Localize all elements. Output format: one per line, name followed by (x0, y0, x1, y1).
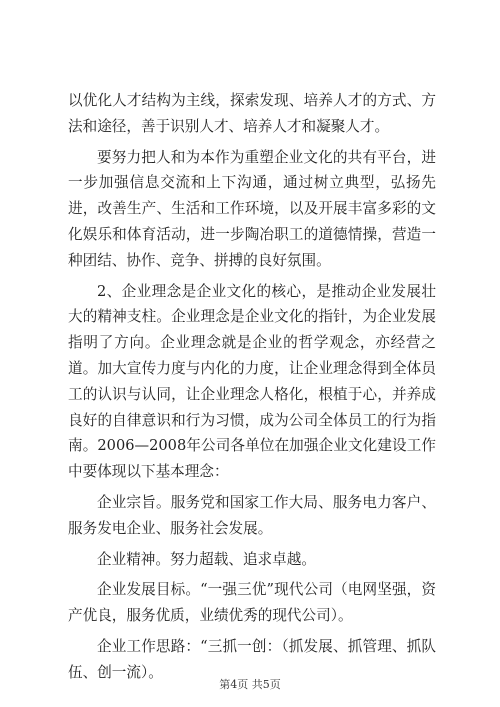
page-number-footer: 第4页 共5页 (219, 678, 281, 691)
paragraph-3: 2、企业理念是企业文化的核心，是推动企业发展壮大的精神支柱。企业理念是企业文化的指针，为企业发展指明了方向。企业理念就是企业的哲学观念，亦经营之道。加大宣传力度与内化的力度，让企业理念得到全体员工的认识与认同，让企业理念人格化，根植于心，并养成良好的自律意识和行为习惯，成为公司全体员工的行为指南。2006—2008年公司各单位在加强企业文化建设工作中要体现以下基本理念： (68, 282, 436, 481)
paragraph-5: 企业精神。努力超载、追求卓越。 (97, 550, 316, 568)
paragraph-1: 以优化人才结构为主线，探索发现、培养人才的方式、方法和途径，善于识别人才、培养人才和凝聚人才。 (68, 92, 436, 135)
paragraph-7: 企业工作思路：“三抓一创：（抓发展、抓管理、抓队伍、创一流）。 (68, 637, 436, 681)
paragraph-4: 企业宗旨。服务党和国家工作大局、服务电力客户、服务发电企业、服务社会发展。 (68, 493, 436, 537)
paragraph-2: 要努力把人和为本作为重塑企业文化的共有平台，进一步加强信息交流和上下沟通，通过树立典型，弘扬先进，改善生产、生活和工作环境，以及开展丰富多彩的文化娱乐和体育活动，进一步陶冶职工的道德情操，营造一种团结、协作、竞争、拼搏的良好氛围。 (68, 148, 436, 269)
paragraph-6: 企业发展目标。“一强三优”现代公司（电网坚强，资产优良，服务优质，业绩优秀的现代公司）。 (68, 581, 436, 625)
document-body (68, 88, 436, 691)
